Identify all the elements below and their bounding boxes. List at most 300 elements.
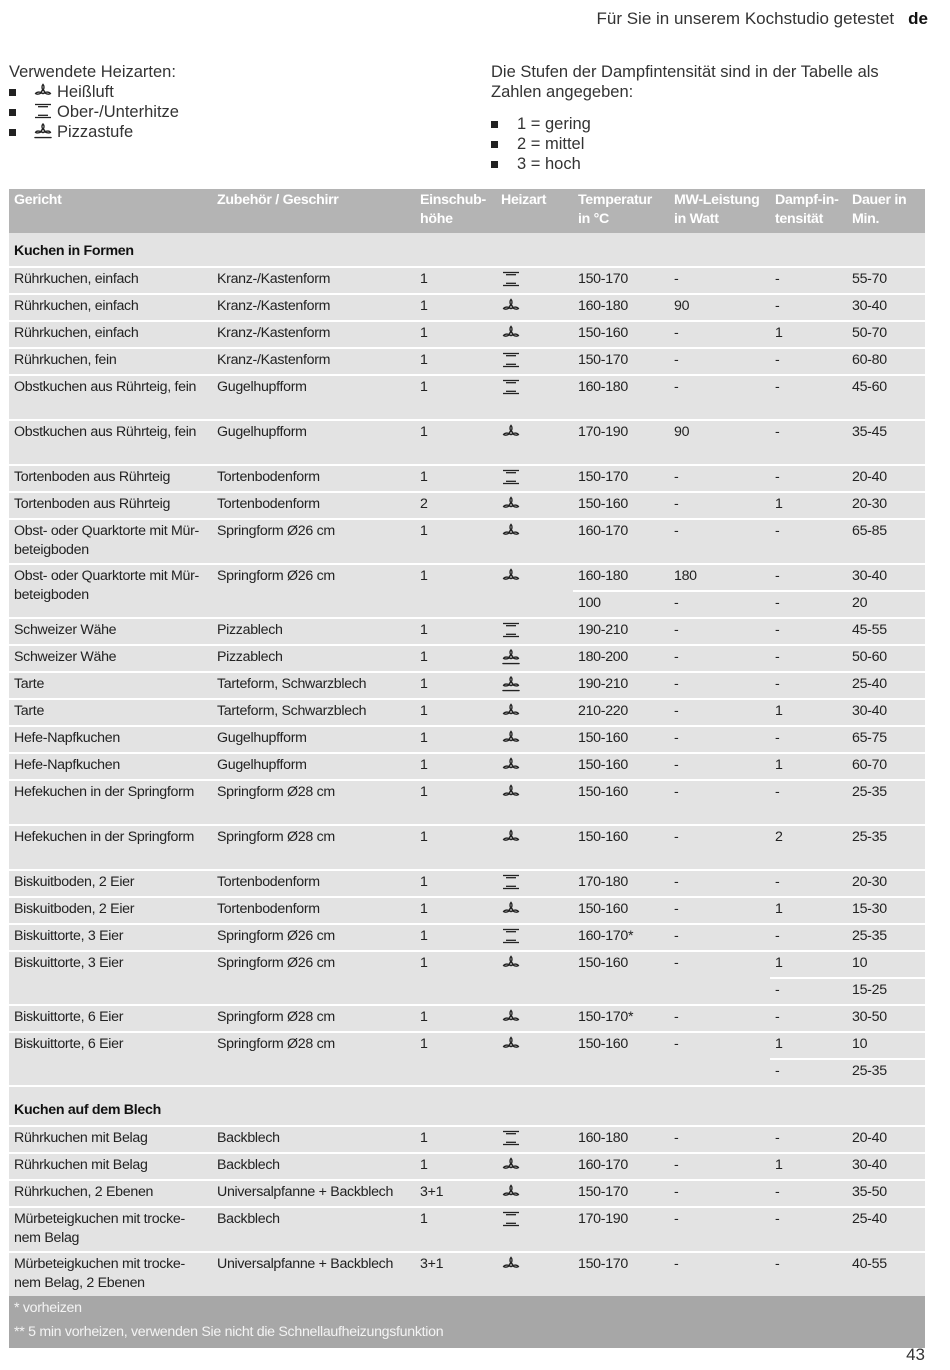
shelf-level-cell: 1 <box>415 322 496 349</box>
steam-cell: - <box>770 1060 847 1087</box>
duration-cell: 60-80 <box>847 349 925 376</box>
shelf-level-cell: 1 <box>415 1006 496 1033</box>
accessory-cell: Tarteform, Schwarzblech <box>212 700 415 727</box>
duration-cell: 20-40 <box>847 1127 925 1154</box>
temperature-cell: 150-160 <box>573 826 669 871</box>
duration-cell: 20 <box>847 592 925 619</box>
column-header: Dampf-in-tensität <box>770 189 847 233</box>
mw-power-cell: - <box>669 700 770 727</box>
shelf-level-cell: 1 <box>415 727 496 754</box>
shelf-level-cell: 1 <box>415 1208 496 1253</box>
dish-cell: Rührkuchen, einfach <box>9 322 212 349</box>
table-row <box>9 520 925 565</box>
heissluft-icon <box>501 1036 521 1052</box>
shelf-level-cell: 1 <box>415 421 496 466</box>
mw-power-cell: - <box>669 925 770 952</box>
temperature-cell: 160-180 <box>573 565 669 592</box>
steam-legend-text: Die Stufen der Dampfintensität sind in der Tabelle als Zahlen angegeben: <box>491 63 879 101</box>
dish-cell: Biskuitboden, 2 Eier <box>9 871 212 898</box>
steam-cell: - <box>770 727 847 754</box>
heissluft-icon <box>501 784 521 800</box>
steam-cell: - <box>770 1208 847 1253</box>
column-header: Zubehör / Geschirr <box>212 189 415 233</box>
temperature-cell: 190-210 <box>573 619 669 646</box>
steam-cell: - <box>770 376 847 421</box>
table-row <box>9 1253 925 1296</box>
temperature-cell: 150-170* <box>573 1006 669 1033</box>
temperature-cell: 160-180 <box>573 1127 669 1154</box>
mw-power-cell: - <box>669 646 770 673</box>
dish-cell: Rührkuchen, 2 Ebenen <box>9 1181 212 1208</box>
mw-power-cell: 90 <box>669 295 770 322</box>
accessory-cell: Universalpfanne + Backblech <box>212 1253 415 1296</box>
temperature-cell: 150-160 <box>573 898 669 925</box>
dish-cell: Tarte <box>9 673 212 700</box>
shelf-level-cell: 1 <box>415 268 496 295</box>
dish-cell: Biskuitboden, 2 Eier <box>9 898 212 925</box>
steam-level-item: 3 = hoch <box>491 154 931 174</box>
temperature-cell: 170-180 <box>573 871 669 898</box>
ober-unterhitze-icon <box>501 874 521 890</box>
dish-cell: Hefe-Napfkuchen <box>9 754 212 781</box>
shelf-level-cell: 1 <box>415 1154 496 1181</box>
table-row <box>9 466 925 493</box>
table-row <box>9 673 925 700</box>
accessory-cell: Pizzablech <box>212 619 415 646</box>
temperature-cell: 150-170 <box>573 466 669 493</box>
steam-cell: - <box>770 1253 847 1296</box>
table-body <box>9 233 925 1296</box>
mw-power-cell: 90 <box>669 421 770 466</box>
temperature-cell: 150-160 <box>573 952 669 1006</box>
heating-mode-cell <box>496 421 573 466</box>
heating-mode-cell <box>496 322 573 349</box>
heissluft-icon <box>501 829 521 845</box>
duration-cell: 20-40 <box>847 466 925 493</box>
temperature-cell: 150-170 <box>573 1181 669 1208</box>
accessory-cell: Gugelhupfform <box>212 376 415 421</box>
temperature-cell: 160-170 <box>573 1154 669 1181</box>
section-row <box>9 233 925 268</box>
heissluft-icon <box>501 568 521 584</box>
temperature-cell: 100 <box>573 592 669 619</box>
steam-intensity-legend <box>491 62 931 174</box>
shelf-level-cell: 1 <box>415 376 496 421</box>
heissluft-icon <box>501 523 521 539</box>
steam-cell: - <box>770 349 847 376</box>
table-row <box>9 322 925 349</box>
table-row <box>9 349 925 376</box>
table-row <box>9 1154 925 1181</box>
heating-mode-cell <box>496 727 573 754</box>
duration-cell: 25-40 <box>847 1208 925 1253</box>
duration-cell: 55-70 <box>847 268 925 295</box>
mw-power-cell: - <box>669 268 770 295</box>
shelf-level-cell: 1 <box>415 898 496 925</box>
accessory-cell: Springform Ø26 cm <box>212 565 415 619</box>
column-header: Temperatur in °C <box>573 189 669 233</box>
ober-unterhitze-icon <box>501 379 521 395</box>
heating-mode-cell <box>496 376 573 421</box>
table-row <box>9 619 925 646</box>
mw-power-cell: - <box>669 673 770 700</box>
accessory-cell: Universalpfanne + Backblech <box>212 1181 415 1208</box>
shelf-level-cell: 1 <box>415 781 496 826</box>
steam-cell: 2 <box>770 826 847 871</box>
table-header-row <box>9 189 925 233</box>
ober-unterhitze-icon <box>501 928 521 944</box>
table-row <box>9 1033 925 1060</box>
steam-cell: - <box>770 619 847 646</box>
accessory-cell: Backblech <box>212 1154 415 1181</box>
steam-cell: 1 <box>770 700 847 727</box>
heating-mode-cell <box>496 673 573 700</box>
mw-power-cell: - <box>669 1208 770 1253</box>
ober-unterhitze-icon <box>501 271 521 287</box>
dish-cell: Schweizer Wähe <box>9 619 212 646</box>
accessory-cell: Springform Ø28 cm <box>212 781 415 826</box>
duration-cell: 15-25 <box>847 979 925 1006</box>
temperature-cell: 150-160 <box>573 1033 669 1087</box>
temperature-cell: 210-220 <box>573 700 669 727</box>
ober-unterhitze-icon <box>501 1211 521 1227</box>
accessory-cell: Gugelhupfform <box>212 421 415 466</box>
heating-mode-cell <box>496 619 573 646</box>
duration-cell: 20-30 <box>847 493 925 520</box>
table-row <box>9 871 925 898</box>
duration-cell: 35-45 <box>847 421 925 466</box>
heating-mode-cell <box>496 1253 573 1296</box>
ober-unterhitze-icon <box>501 622 521 638</box>
mw-power-cell: - <box>669 466 770 493</box>
mw-power-cell: - <box>669 781 770 826</box>
column-header: MW-Leistung in Watt <box>669 189 770 233</box>
mw-power-cell: - <box>669 1154 770 1181</box>
duration-cell: 60-70 <box>847 754 925 781</box>
dish-cell: Tarte <box>9 700 212 727</box>
column-header: Dauer in Min. <box>847 189 925 233</box>
heating-mode-cell <box>496 1208 573 1253</box>
steam-cell: - <box>770 592 847 619</box>
accessory-cell: Kranz-/Kastenform <box>212 349 415 376</box>
duration-cell: 50-70 <box>847 322 925 349</box>
pizzastufe-icon <box>33 123 53 139</box>
temperature-cell: 150-160 <box>573 727 669 754</box>
heating-mode-cell <box>496 1033 573 1087</box>
footnote-row <box>9 1296 925 1320</box>
accessory-cell: Kranz-/Kastenform <box>212 268 415 295</box>
heating-mode-cell <box>496 1154 573 1181</box>
shelf-level-cell: 1 <box>415 349 496 376</box>
mw-power-cell: - <box>669 1006 770 1033</box>
accessory-cell: Kranz-/Kastenform <box>212 322 415 349</box>
heating-modes-list <box>9 82 449 142</box>
shelf-level-cell: 1 <box>415 925 496 952</box>
shelf-level-cell: 1 <box>415 565 496 619</box>
heating-mode-cell <box>496 781 573 826</box>
heissluft-icon <box>501 1009 521 1025</box>
mw-power-cell: - <box>669 592 770 619</box>
duration-cell: 30-40 <box>847 295 925 322</box>
mw-power-cell: - <box>669 619 770 646</box>
duration-cell: 25-35 <box>847 781 925 826</box>
steam-cell: - <box>770 925 847 952</box>
mw-power-cell: - <box>669 871 770 898</box>
accessory-cell: Backblech <box>212 1208 415 1253</box>
table-row <box>9 727 925 754</box>
accessory-cell: Springform Ø28 cm <box>212 1033 415 1087</box>
mw-power-cell: - <box>669 1253 770 1296</box>
dish-cell: Biskuittorte, 6 Eier <box>9 1033 212 1087</box>
dish-cell: Obst- oder Quarktorte mit Mür-beteigboden <box>9 565 212 619</box>
dish-cell: Biskuittorte, 6 Eier <box>9 1006 212 1033</box>
table-row <box>9 268 925 295</box>
heating-mode-cell <box>496 268 573 295</box>
duration-cell: 35-50 <box>847 1181 925 1208</box>
heating-mode-cell <box>496 466 573 493</box>
section-row <box>9 1087 925 1127</box>
heissluft-icon <box>501 1256 521 1272</box>
temperature-cell: 150-160 <box>573 781 669 826</box>
temperature-cell: 150-170 <box>573 349 669 376</box>
steam-cell: - <box>770 781 847 826</box>
temperature-cell: 180-200 <box>573 646 669 673</box>
shelf-level-cell: 1 <box>415 520 496 565</box>
duration-cell: 10 <box>847 952 925 979</box>
shelf-level-cell: 1 <box>415 673 496 700</box>
shelf-level-cell: 1 <box>415 952 496 1006</box>
accessory-cell: Springform Ø26 cm <box>212 520 415 565</box>
table-row <box>9 1127 925 1154</box>
temperature-cell: 160-170* <box>573 925 669 952</box>
heissluft-icon <box>33 83 53 99</box>
accessory-cell: Kranz-/Kastenform <box>212 295 415 322</box>
duration-cell: 10 <box>847 1033 925 1060</box>
dish-cell: Obstkuchen aus Rührteig, fein <box>9 376 212 421</box>
heating-mode-cell <box>496 1127 573 1154</box>
dish-cell: Hefekuchen in der Springform <box>9 826 212 871</box>
heissluft-icon <box>501 955 521 971</box>
shelf-level-cell: 2 <box>415 493 496 520</box>
shelf-level-cell: 1 <box>415 646 496 673</box>
mw-power-cell: - <box>669 1181 770 1208</box>
mw-power-cell: - <box>669 952 770 1006</box>
temperature-cell: 160-180 <box>573 295 669 322</box>
dish-cell: Tortenboden aus Rührteig <box>9 493 212 520</box>
duration-cell: 25-35 <box>847 1060 925 1087</box>
duration-cell: 45-60 <box>847 376 925 421</box>
accessory-cell: Pizzablech <box>212 646 415 673</box>
table-row <box>9 898 925 925</box>
mw-power-cell: - <box>669 376 770 421</box>
dish-cell: Rührkuchen mit Belag <box>9 1127 212 1154</box>
heating-mode-cell <box>496 493 573 520</box>
table-row <box>9 925 925 952</box>
accessory-cell: Tortenbodenform <box>212 493 415 520</box>
dish-cell: Mürbeteigkuchen mit trocke-nem Belag, 2 Ebenen <box>9 1253 212 1296</box>
steam-cell: 1 <box>770 898 847 925</box>
table-row <box>9 421 925 466</box>
heating-mode-cell <box>496 1006 573 1033</box>
heissluft-icon <box>501 1157 521 1173</box>
heissluft-icon <box>501 325 521 341</box>
heissluft-icon <box>501 703 521 719</box>
heating-mode-cell <box>496 871 573 898</box>
dish-cell: Rührkuchen mit Belag <box>9 1154 212 1181</box>
heissluft-icon <box>501 901 521 917</box>
heating-mode-cell <box>496 349 573 376</box>
table-row <box>9 493 925 520</box>
dish-cell: Mürbeteigkuchen mit trocke-nem Belag <box>9 1208 212 1253</box>
legend-item <box>9 102 449 122</box>
column-header: Einschub-höhe <box>415 189 496 233</box>
duration-cell: 25-35 <box>847 925 925 952</box>
duration-cell: 20-30 <box>847 871 925 898</box>
heissluft-icon <box>501 730 521 746</box>
steam-cell: - <box>770 268 847 295</box>
duration-cell: 65-75 <box>847 727 925 754</box>
accessory-cell: Tortenbodenform <box>212 871 415 898</box>
accessory-cell: Tortenbodenform <box>212 466 415 493</box>
heating-mode-cell <box>496 520 573 565</box>
temperature-cell: 150-160 <box>573 754 669 781</box>
legend-item-label: Pizzastufe <box>57 123 134 141</box>
table-row <box>9 376 925 421</box>
steam-cell: - <box>770 421 847 466</box>
mw-power-cell: - <box>669 349 770 376</box>
ober-unterhitze-icon <box>501 469 521 485</box>
language-code: de <box>908 9 928 28</box>
heating-mode-cell <box>496 646 573 673</box>
accessory-cell: Springform Ø26 cm <box>212 925 415 952</box>
steam-cell: 1 <box>770 754 847 781</box>
mw-power-cell: - <box>669 520 770 565</box>
steam-cell: - <box>770 565 847 592</box>
footnote-row <box>9 1320 925 1348</box>
steam-cell: 1 <box>770 493 847 520</box>
steam-cell: 1 <box>770 952 847 979</box>
header-title: Für Sie in unserem Kochstudio getestet <box>596 9 895 28</box>
heating-mode-cell <box>496 565 573 619</box>
dish-cell: Rührkuchen, einfach <box>9 295 212 322</box>
table-row <box>9 565 925 592</box>
shelf-level-cell: 3+1 <box>415 1181 496 1208</box>
legend-item <box>9 122 449 142</box>
temperature-cell: 160-170 <box>573 520 669 565</box>
heating-mode-cell <box>496 1181 573 1208</box>
temperature-cell: 150-160 <box>573 493 669 520</box>
heating-mode-cell <box>496 700 573 727</box>
mw-power-cell: 180 <box>669 565 770 592</box>
table-row <box>9 754 925 781</box>
table-row <box>9 1181 925 1208</box>
heating-mode-cell <box>496 295 573 322</box>
shelf-level-cell: 1 <box>415 754 496 781</box>
accessory-cell: Springform Ø28 cm <box>212 1006 415 1033</box>
mw-power-cell: - <box>669 898 770 925</box>
duration-cell: 25-40 <box>847 673 925 700</box>
duration-cell: 45-55 <box>847 619 925 646</box>
heating-mode-cell <box>496 826 573 871</box>
dish-cell: Obstkuchen aus Rührteig, fein <box>9 421 212 466</box>
mw-power-cell: - <box>669 727 770 754</box>
section-title: Kuchen auf dem Blech <box>9 1087 925 1127</box>
heissluft-icon <box>501 1184 521 1200</box>
duration-cell: 65-85 <box>847 520 925 565</box>
mw-power-cell: - <box>669 1033 770 1087</box>
accessory-cell: Backblech <box>212 1127 415 1154</box>
shelf-level-cell: 3+1 <box>415 1253 496 1296</box>
dish-cell: Schweizer Wähe <box>9 646 212 673</box>
accessory-cell: Gugelhupfform <box>212 754 415 781</box>
steam-cell: - <box>770 1127 847 1154</box>
shelf-level-cell: 1 <box>415 1033 496 1087</box>
heissluft-icon <box>501 757 521 773</box>
heating-modes-legend <box>9 62 449 142</box>
temperature-cell: 170-190 <box>573 1208 669 1253</box>
ober-unterhitze-icon <box>501 1130 521 1146</box>
legend-item-label: Heißluft <box>57 83 114 101</box>
heating-mode-cell <box>496 754 573 781</box>
mw-power-cell: - <box>669 322 770 349</box>
heissluft-icon <box>501 298 521 314</box>
steam-cell: - <box>770 466 847 493</box>
temperature-cell: 150-170 <box>573 268 669 295</box>
temperature-cell: 160-180 <box>573 376 669 421</box>
shelf-level-cell: 1 <box>415 619 496 646</box>
table-row <box>9 295 925 322</box>
steam-cell: - <box>770 646 847 673</box>
column-header: Heizart <box>496 189 573 233</box>
mw-power-cell: - <box>669 493 770 520</box>
pizzastufe-icon <box>501 649 521 665</box>
steam-cell: - <box>770 1006 847 1033</box>
shelf-level-cell: 1 <box>415 871 496 898</box>
table-row <box>9 700 925 727</box>
accessory-cell: Tarteform, Schwarzblech <box>212 673 415 700</box>
steam-cell: 1 <box>770 1033 847 1060</box>
temperature-cell: 150-170 <box>573 1253 669 1296</box>
steam-cell: - <box>770 520 847 565</box>
page-number: 43 <box>906 1345 925 1364</box>
dish-cell: Biskuittorte, 3 Eier <box>9 952 212 1006</box>
dish-cell: Hefe-Napfkuchen <box>9 727 212 754</box>
table-row <box>9 1006 925 1033</box>
dish-cell: Obst- oder Quarktorte mit Mür-beteigboden <box>9 520 212 565</box>
steam-cell: - <box>770 295 847 322</box>
steam-cell: 1 <box>770 322 847 349</box>
column-header: Gericht <box>9 189 212 233</box>
section-title: Kuchen in Formen <box>9 233 925 268</box>
duration-cell: 30-40 <box>847 565 925 592</box>
ober-unterhitze-icon <box>33 103 53 119</box>
shelf-level-cell: 1 <box>415 1127 496 1154</box>
steam-level-item: 1 = gering <box>491 114 931 134</box>
dish-cell: Rührkuchen, einfach <box>9 268 212 295</box>
table-row <box>9 781 925 826</box>
table-row <box>9 1208 925 1253</box>
dish-cell: Hefekuchen in der Springform <box>9 781 212 826</box>
temperature-cell: 150-160 <box>573 322 669 349</box>
legend-item-label: Ober-/Unterhitze <box>57 103 179 121</box>
steam-levels-list <box>491 114 931 174</box>
duration-cell: 30-40 <box>847 1154 925 1181</box>
heating-mode-cell <box>496 952 573 1006</box>
mw-power-cell: - <box>669 1127 770 1154</box>
duration-cell: 30-40 <box>847 700 925 727</box>
shelf-level-cell: 1 <box>415 700 496 727</box>
shelf-level-cell: 1 <box>415 826 496 871</box>
